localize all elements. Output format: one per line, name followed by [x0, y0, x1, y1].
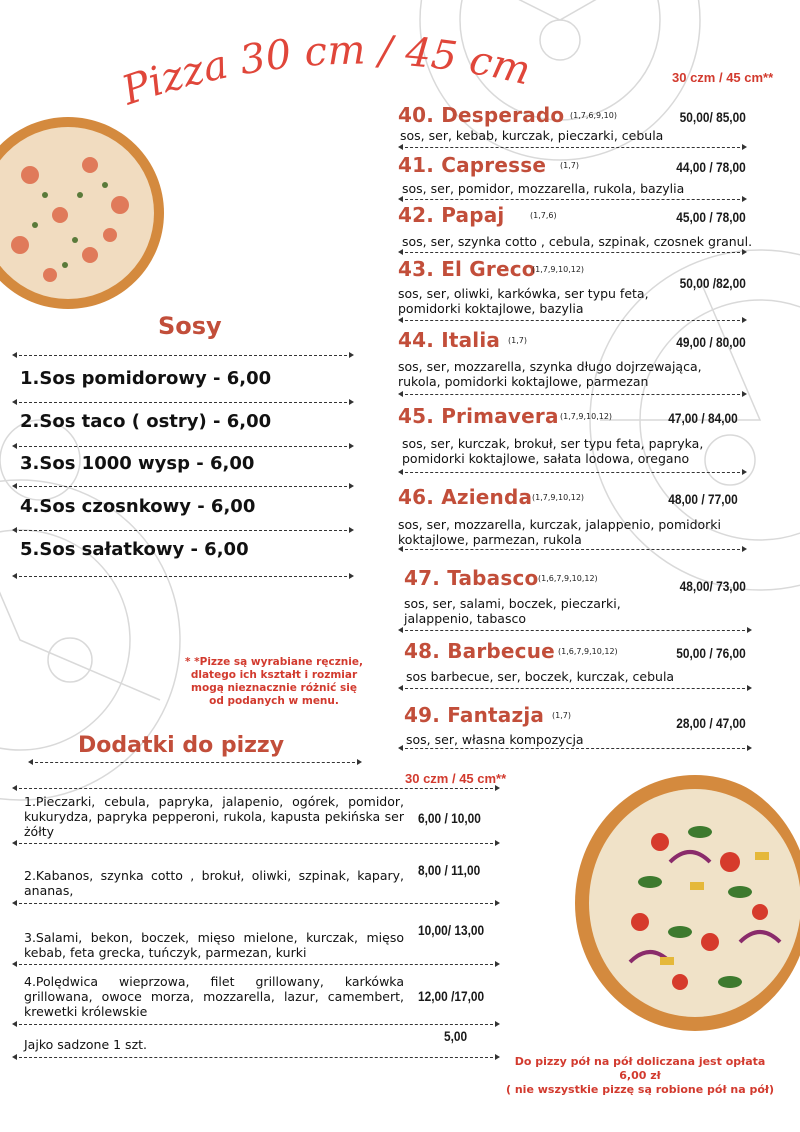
- separator: [14, 530, 352, 531]
- topping-item-2: 2.Kabanos, szynka cotto , brokuł, oliwki, szpinak, kapary, ananas,: [24, 868, 404, 898]
- sauces-title: Sosy: [158, 312, 222, 340]
- pizza-price: 49,00 / 80,00: [676, 334, 746, 350]
- pizza-desc-49: sos, ser, własna kompozycja: [406, 732, 584, 747]
- separator: [400, 394, 745, 395]
- separator: [14, 576, 352, 577]
- pizza-name: 45. Primavera: [398, 404, 559, 428]
- pizza-desc-48: sos barbecue, ser, boczek, kurczak, cebula: [406, 669, 675, 684]
- separator: [14, 486, 352, 487]
- pizza-allergens: (1,7): [560, 161, 579, 170]
- handmade-note: * *Pizze są wyrabiane ręcznie, dlatego ich kształt i rozmiar mogą nieznacznie różnić się od podanych w menu.: [184, 656, 363, 707]
- pizza-price: 44,00 / 78,00: [676, 159, 746, 175]
- separator: [400, 472, 745, 473]
- pizza-desc-45: sos, ser, kurczak, brokuł, ser typu feta, papryka, pomidorki koktajlowe, sałata lodowa, oregano: [402, 436, 704, 466]
- separator: [400, 549, 745, 550]
- topping-item-4: 4.Polędwica wieprzowa, filet grillowany, karkówka grillowana, owoce morza, mozzarella, lazur, camembert, krewetki królewskie: [24, 974, 404, 1019]
- topping-price-2: 8,00 / 11,00: [418, 862, 481, 878]
- topping-price-5: 5,00: [444, 1028, 468, 1044]
- pizza-name: 41. Capresse: [398, 153, 547, 177]
- size-note-toppings: 30 czm / 45 cm**: [405, 771, 507, 786]
- pizza-allergens: (1,6,7,9,10,12): [538, 574, 598, 583]
- pizza-price: 47,00 / 84,00: [668, 410, 738, 426]
- pizza-allergens: (1,7,9,10,12): [532, 493, 585, 502]
- pizza-image-top-left: [0, 115, 166, 311]
- topping-item-5: Jajko sadzone 1 szt.: [24, 1037, 148, 1052]
- pizza-allergens: (1,7,6,9,10): [570, 111, 617, 120]
- separator: [30, 762, 360, 763]
- sauce-item-4: 4.Sos czosnkowy - 6,00: [20, 496, 256, 517]
- pizza-allergens: (1,7): [552, 711, 571, 720]
- half-half-note: [505, 1055, 775, 1097]
- pizza-price: 50,00/ 85,00: [679, 109, 746, 125]
- pizza-name: 42. Papaj: [398, 203, 505, 227]
- half-half-note-line-3: ( nie wszystkie pizzę są robione pół na pół): [505, 1083, 775, 1096]
- pizza-name: 49. Fantazja: [404, 703, 545, 727]
- half-half-note-line-2: 6,00 zł: [619, 1069, 661, 1082]
- separator: [400, 748, 750, 749]
- pizza-name: 43. El Greco: [398, 257, 536, 281]
- separator: [14, 843, 498, 844]
- pizza-allergens: (1,7): [508, 336, 527, 345]
- pizza-allergens: (1,7,9,10,12): [560, 412, 613, 421]
- pizza-allergens: (1,7,9,10,12): [532, 265, 585, 274]
- separator: [400, 147, 745, 148]
- sauce-item-2: 2.Sos taco ( ostry) - 6,00: [20, 411, 272, 432]
- pizza-desc-41: sos, ser, pomidor, mozzarella, rukola, bazylia: [402, 181, 685, 196]
- sauce-item-3: 3.Sos 1000 wysp - 6,00: [20, 453, 255, 474]
- toppings-title: Dodatki do pizzy: [78, 733, 285, 758]
- pizza-price: 28,00 / 47,00: [676, 715, 746, 731]
- pizza-name: 46. Azienda: [398, 485, 533, 509]
- size-note-top: 30 czm / 45 cm**: [672, 70, 774, 85]
- pizza-desc-40: sos, ser, kebab, kurczak, pieczarki, cebula: [400, 128, 664, 143]
- separator: [14, 446, 352, 447]
- pizza-image-bottom-right: [570, 772, 800, 1034]
- separator: [400, 199, 745, 200]
- topping-price-4: 12,00 /17,00: [418, 988, 485, 1004]
- separator: [400, 630, 750, 631]
- svg-text:Pizza 30 cm / 45 cm: Pizza 30 cm / 45 cm: [118, 30, 535, 115]
- pizza-desc-43: sos, ser, oliwki, karkówka, ser typu feta, pomidorki koktajlowe, bazylia: [398, 286, 649, 316]
- topping-item-3: 3.Salami, bekon, boczek, mięso mielone, kurczak, mięso kebab, feta grecka, tuńczyk, parmezan, kurki: [24, 930, 404, 960]
- separator: [14, 1057, 498, 1058]
- separator: [400, 252, 745, 253]
- separator: [14, 903, 498, 904]
- pizza-desc-47: sos, ser, salami, boczek, pieczarki, jalappenio, tabasco: [404, 596, 621, 626]
- topping-price-3: 10,00/ 13,00: [418, 922, 485, 938]
- sauce-item-1: 1.Sos pomidorowy - 6,00: [20, 368, 272, 389]
- pizza-name: 47. Tabasco: [404, 566, 539, 590]
- pizza-price: 48,00/ 73,00: [679, 578, 746, 594]
- pizza-desc-46: sos, ser, mozzarella, kurczak, jalappenio, pomidorki koktajlowe, parmezan, rukola: [398, 517, 722, 547]
- separator: [14, 964, 498, 965]
- pizza-allergens: (1,6,7,9,10,12): [558, 647, 618, 656]
- pizza-price: 45,00 / 78,00: [676, 209, 746, 225]
- separator: [400, 320, 745, 321]
- separator: [14, 788, 498, 789]
- sauce-item-5: 5.Sos sałatkowy - 6,00: [20, 539, 249, 560]
- pizza-name: 48. Barbecue: [404, 639, 555, 663]
- separator: [400, 688, 750, 689]
- pizza-name: 44. Italia: [398, 328, 501, 352]
- pizza-price: 48,00 / 77,00: [668, 491, 738, 507]
- pizza-desc-44: sos, ser, mozzarella, szynka długo dojrzewająca, rukola, pomidorki koktajlowe, parmezan: [398, 359, 702, 389]
- half-half-note-line-1: Do pizzy pół na pół doliczana jest opłata: [514, 1055, 766, 1068]
- pizza-price: 50,00 / 76,00: [676, 645, 746, 661]
- separator: [14, 355, 352, 356]
- topping-price-1: 6,00 / 10,00: [418, 810, 481, 826]
- pizza-price: 50,00 /82,00: [679, 275, 746, 291]
- pizza-desc-42: sos, ser, szynka cotto , cebula, szpinak, czosnek granul.: [402, 234, 753, 249]
- pizza-allergens: (1,7,6): [530, 211, 557, 220]
- separator: [14, 402, 352, 403]
- separator: [14, 1024, 498, 1025]
- topping-item-1: 1.Pieczarki, cebula, papryka, jalapenio, ogórek, pomidor, kukurydza, papryka pepperoni, rukola, kapusta pekińska ser żółty: [24, 794, 404, 839]
- pizza-name: 40. Desperado: [398, 103, 565, 127]
